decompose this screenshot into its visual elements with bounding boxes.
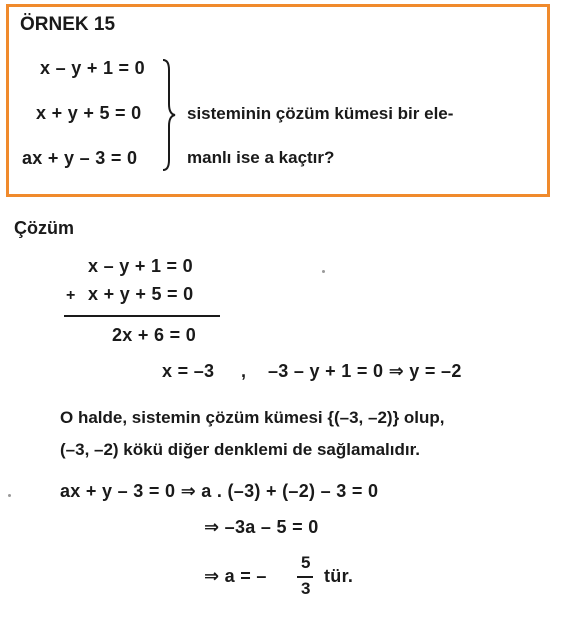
fraction-denominator: 3 <box>301 579 311 598</box>
scan-speck <box>8 494 11 497</box>
y-derivation: –3 – y + 1 = 0 ⇒ y = –2 <box>268 361 462 381</box>
x-value: x = –3 <box>162 361 215 381</box>
fraction-numerator: 5 <box>301 553 311 572</box>
system-equation-3: ax + y – 3 = 0 <box>22 148 138 168</box>
system-equation-2: x + y + 5 = 0 <box>36 103 142 123</box>
example-title: ÖRNEK 15 <box>20 14 116 35</box>
question-line-1: sisteminin çözüm kümesi bir ele- <box>187 104 454 123</box>
separator-comma: , <box>241 361 247 381</box>
step-2: ⇒ –3a – 5 = 0 <box>204 517 319 537</box>
addition-equation-2: x + y + 5 = 0 <box>88 284 194 304</box>
question-line-2: manlı ise a kaçtır? <box>187 148 335 167</box>
addition-rule <box>64 315 220 317</box>
plus-sign: + <box>66 287 76 304</box>
fraction-bar <box>297 576 313 578</box>
scan-speck <box>322 270 325 273</box>
solution-heading: Çözüm <box>14 218 74 238</box>
system-brace <box>162 58 176 172</box>
system-equation-1: x – y + 1 = 0 <box>40 58 145 78</box>
substitution-equation: ax + y – 3 = 0 ⇒ a . (–3) + (–2) – 3 = 0 <box>60 481 379 501</box>
addition-equation-1: x – y + 1 = 0 <box>88 256 193 276</box>
step-3-suffix: tür. <box>324 566 354 586</box>
sum-equation: 2x + 6 = 0 <box>112 325 197 345</box>
step-3-prefix: ⇒ a = – <box>204 566 267 586</box>
paragraph-line-1: O halde, sistemin çözüm kümesi {(–3, –2)} olup, <box>60 408 445 427</box>
paragraph-line-2: (–3, –2) kökü diğer denklemi de sağlamalıdır. <box>60 440 420 459</box>
